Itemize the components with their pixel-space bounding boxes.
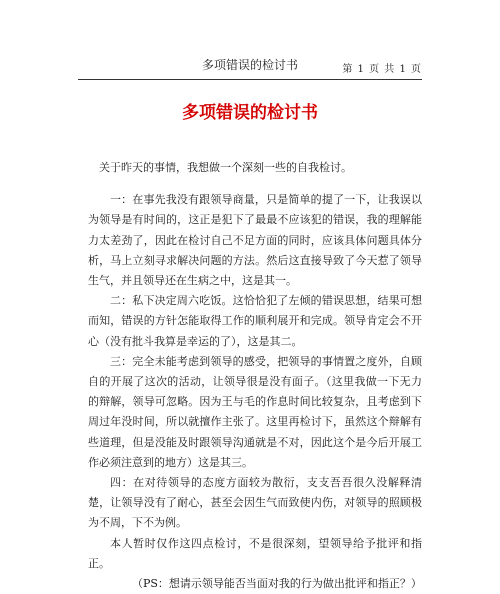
document-title: 多项错误的检讨书 — [182, 103, 318, 123]
paragraph-2: 二：私下决定周六吃饭。这恰恰犯了左倾的错误思想，结果可想而知，错误的方针怎能取得工作的顺利展开和完成。领导肯定会不开心（没有批斗我算是幸运的了），这是其二。 — [88, 294, 422, 348]
paragraph-1: 一：在事先我没有跟领导商量，只是简单的提了一下，让我误以为领导是有时间的，这正是犯下了最最不应该犯的错误，我的理解能力太差劲了，因此在检讨自己不足方面的同时，应该具体问题具体分析，马上立刻寻求解决问题的方法。然后这直接导致了今天惹了领导生气，并且领导还在生病之中，这是其一。 — [88, 193, 422, 288]
ps-paragraph: （PS：想请示领导能否当面对我的行为做出批评和指正？） — [132, 577, 422, 591]
running-header-title: 多项错误的检讨书 — [201, 58, 298, 72]
document-body — [88, 158, 422, 594]
paragraph-3: 三：完全未能考虑到领导的感受，把领导的事情置之度外，自顾自的开展了这次的活动，让领导很是没有面子。（这里我做一下无力的辩解，领导可忽略。因为王与毛的作息时间比较复杂，且考虑到下周过年没时间，所以就擅作主张了。这里再检讨下，虽然这个辩解有些道理，但是没能及时跟领导沟通就是不对，因此这个是今后开展工作必须注意到的地方）这是其三。 — [88, 354, 422, 469]
intro-paragraph: 关于昨天的事情，我想做一个深刻一些的自我检讨。 — [99, 161, 352, 174]
header-divider — [78, 79, 422, 80]
page-indicator: 第 1 页 共 1 页 — [342, 64, 422, 75]
closing-paragraph: 本人暂时仅作这四点检讨，不是很深刻，望领导给予批评和指正。 — [88, 536, 422, 570]
paragraph-4: 四：在对待领导的态度方面较为散衍，支支吾吾很久没解释清楚，让领导没有了耐心，甚至会因生气而致使内伤，对领导的照顾极为不周，下不为例。 — [88, 476, 422, 530]
